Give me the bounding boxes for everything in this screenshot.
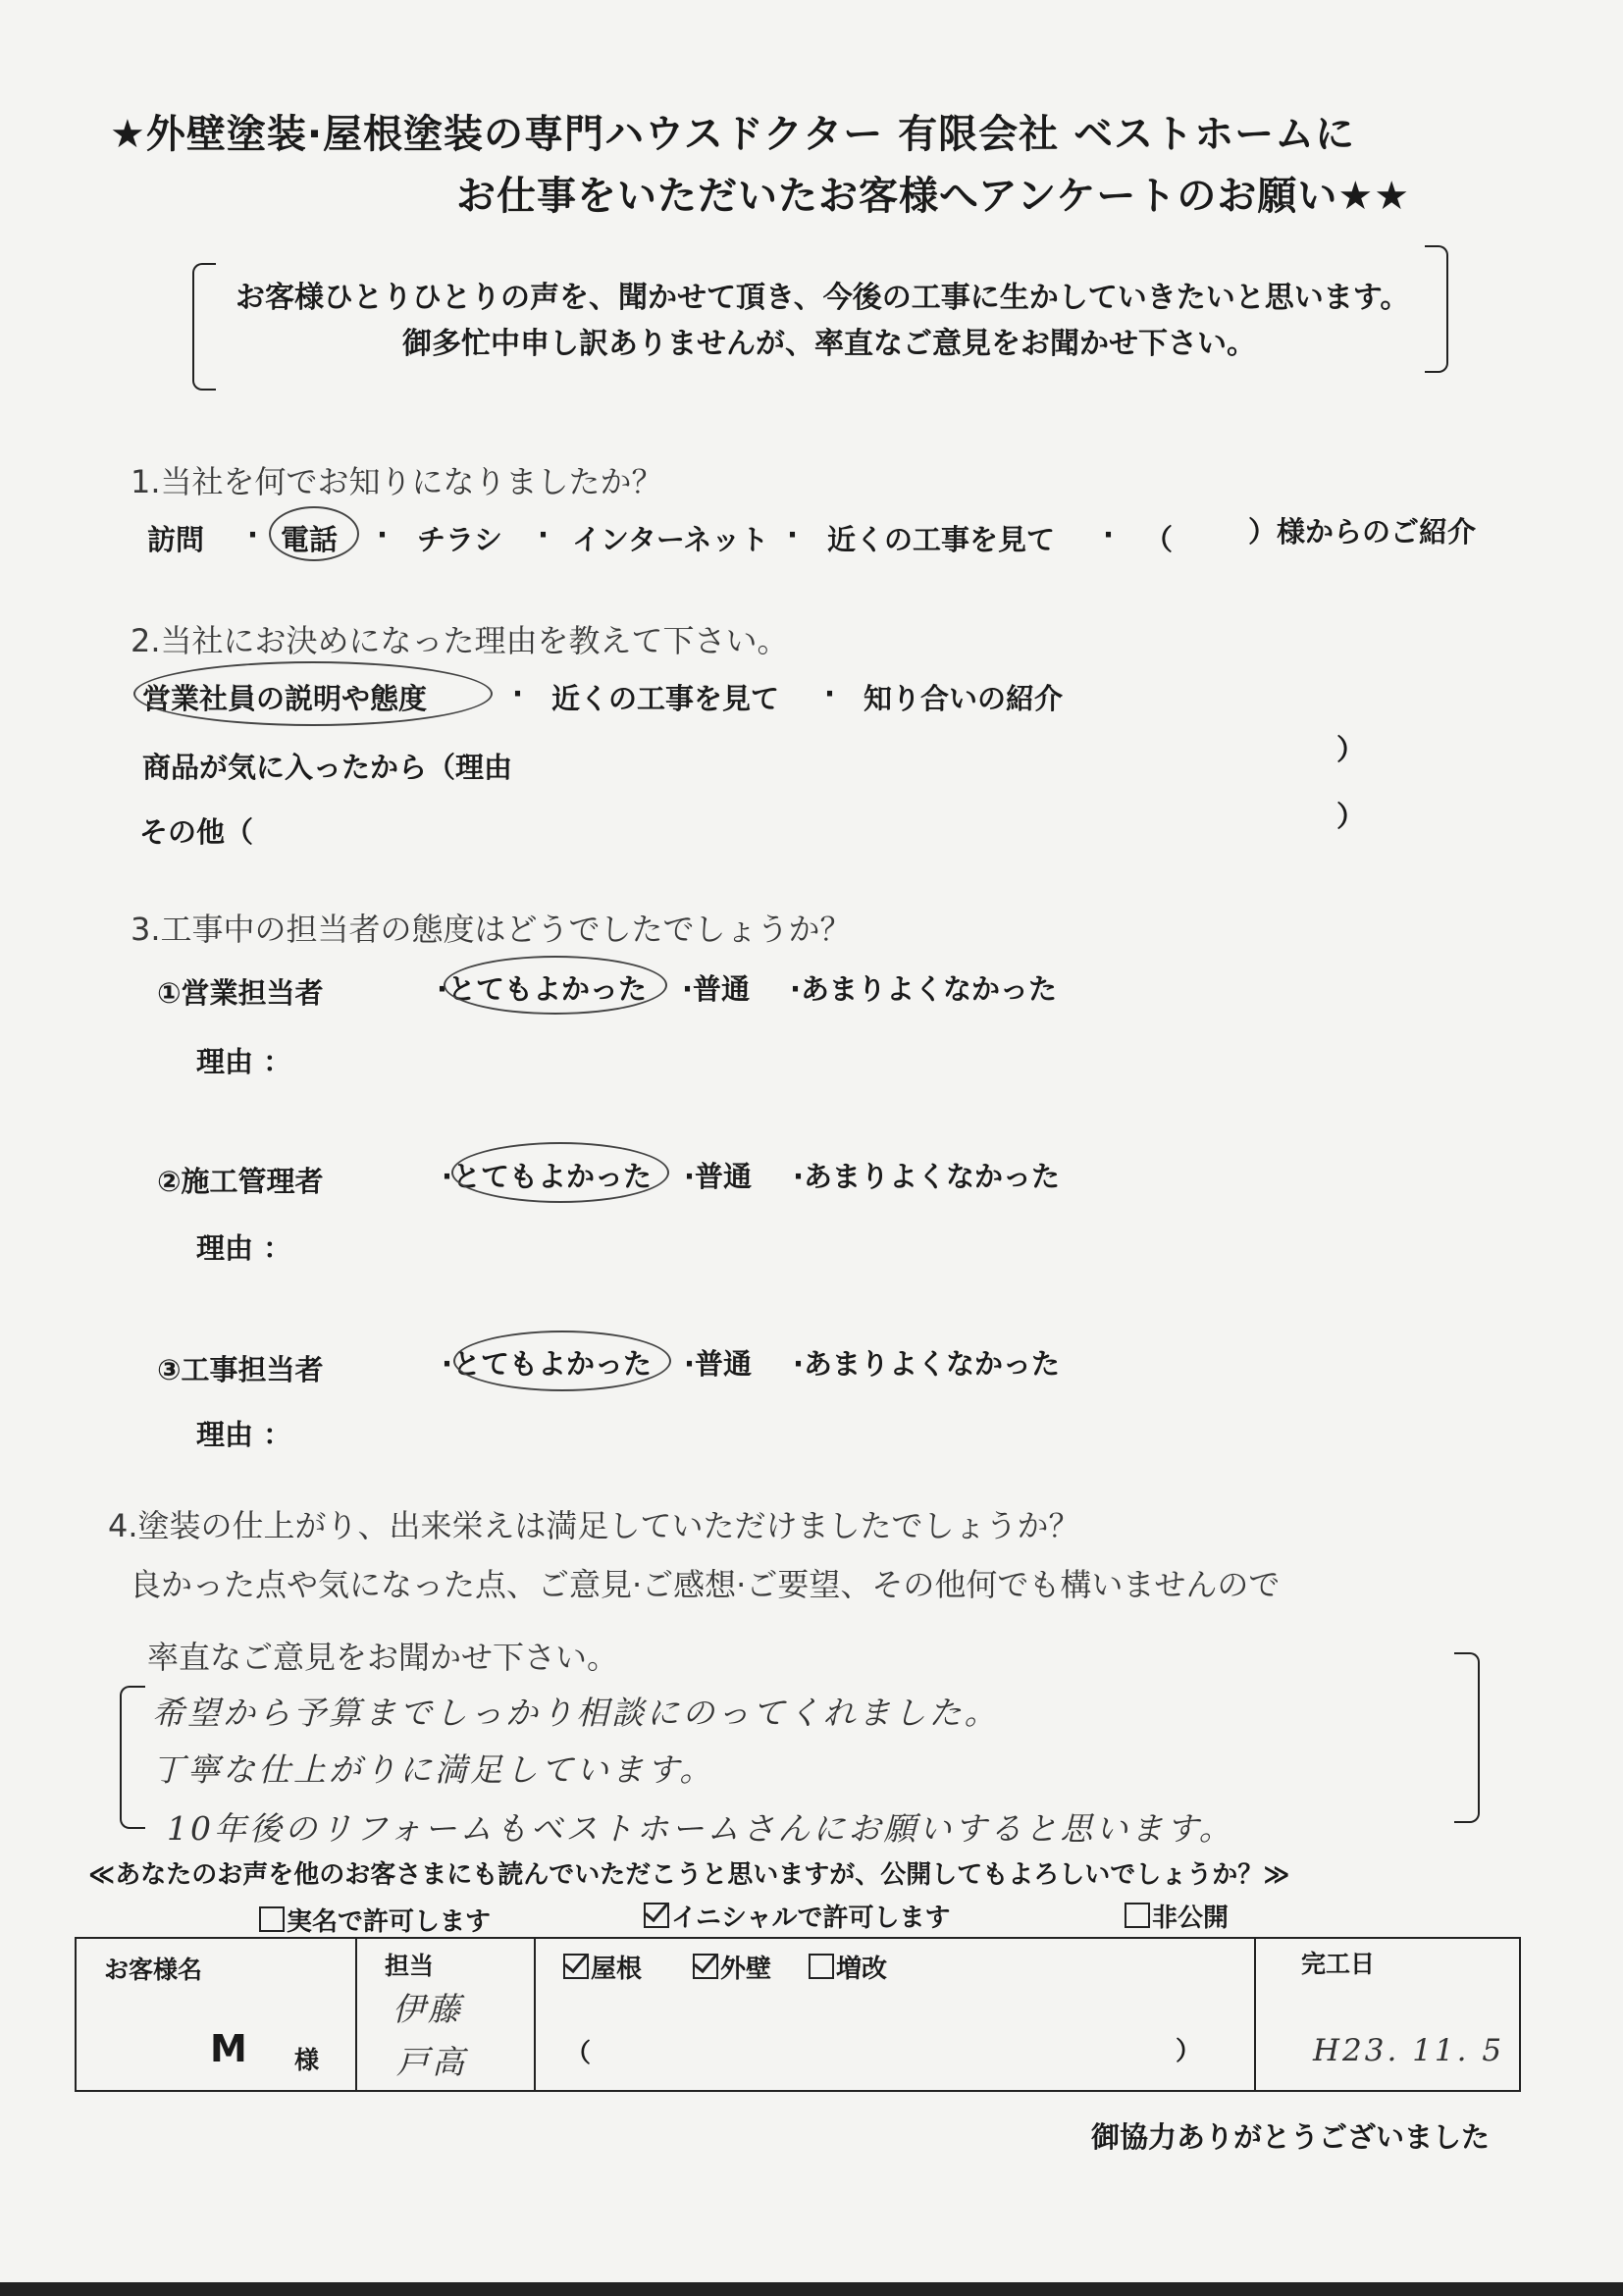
q3-supervisor-choice-good: ·とてもよかった [442,1160,653,1193]
q1-option-flyer: チラシ [417,523,503,556]
intro-line-2: 御多忙中申し訳ありませんが、率直なご意見をお聞かせ下さい。 [402,327,1256,361]
renovation-checkbox[interactable] [809,1954,834,1979]
q1-sep: · [377,518,389,551]
roof-checkbox[interactable] [563,1954,589,1979]
initial-checkbox[interactable] [644,1903,669,1928]
completion-label: 完工日 [1301,1950,1376,1978]
customer-info-table [75,1937,1521,2092]
staff-cell [356,1938,535,2091]
q2-other-close: ） [1336,800,1366,833]
q1-referral-open: （ [1144,523,1174,556]
q3-worker-reason-label: 理由 ： [196,1418,292,1451]
q4-answer-bracket-left [120,1686,145,1829]
work-paren-close: ） [1176,2037,1202,2066]
q3-question: 3.工事中の担当者の態度はどうでしたでしょうか？ [131,911,852,948]
q1-sep: · [1103,518,1115,551]
q2-question: 2.当社にお決めになった理由を教えて下さい。 [131,622,789,659]
q2-option-acquaintance: 知り合いの紹介 [864,682,1064,715]
q2-sep: · [512,677,524,710]
intro-bracket-left [192,263,216,391]
q1-sep: · [787,518,799,551]
real-name-checkbox[interactable] [259,1906,285,1932]
staff-name-2: 戸高 [396,2043,467,2081]
work-type-roof[interactable] [563,1949,642,1985]
q3-worker-choice-bad: ·あまりよくなかった [793,1347,1061,1381]
title-line-1: ★外壁塗装·屋根塗装の専門ハウスドクター 有限会社 ベストホームに [110,112,1356,157]
q3-person-sales: ①営業担当者 [157,976,324,1010]
work-type-cell [535,1938,1255,2091]
q2-other-label: その他（ [139,815,254,849]
q1-question: 1.当社を何でお知りになりましたか？ [131,463,663,500]
q3-worker-choice-normal: ·普通 [684,1347,753,1381]
closing-thanks: 御協力ありがとうございました [1091,2120,1491,2154]
q1-sep: · [247,518,259,551]
completion-cell [1255,1938,1520,2091]
q4-sub-1: 良かった点や気になった点、ご意見·ご感想·ご要望、その他何でも構いませんので [130,1566,1281,1603]
customer-name: M [210,2027,247,2070]
q3-sales-choice-good: ·とてもよかった [437,972,648,1006]
q1-option-visit: 訪問 [147,523,205,556]
q3-person-worker: ③工事担当者 [157,1353,324,1386]
q3-person-supervisor: ②施工管理者 [157,1165,324,1198]
q4-answer-bracket-right [1454,1652,1480,1823]
customer-cell [76,1938,356,2091]
q3-sales-choice-bad: ·あまりよくなかった [790,972,1058,1006]
q3-sales-selected-circle [444,956,667,1015]
initial-label: イニシャルで許可します [671,1904,951,1933]
q4-answer-line-3: 10年後のリフォームもベストホームさんにお願いすると思います。 [167,1809,1234,1848]
q2-option-nearby: 近くの工事を見て [551,682,780,715]
q3-sales-choice-normal: ·普通 [682,972,751,1006]
q3-sales-reason-label: 理由 ： [196,1045,292,1078]
q3-supervisor-reason-label: 理由 ： [196,1231,292,1265]
intro-bracket-right [1425,245,1448,373]
q1-option-internet: インターネット [572,523,769,556]
q1-option-referral: ）様からのご紹介 [1248,515,1477,548]
real-name-label: 実名で許可します [287,1907,492,1937]
customer-label: お客様名 [104,1956,203,1984]
staff-label: 担当 [385,1952,435,1980]
private-label: 非公開 [1152,1904,1230,1933]
publish-question: ≪あなたのお声を他のお客さまにも読んでいただこうと思いますが、公開してもよろしいでしょうか？≫ [88,1860,1290,1890]
wall-checkbox[interactable] [693,1954,718,1979]
intro-line-1: お客様ひとりひとりの声を、聞かせて頂き、今後の工事に生かしていきたいと思います。 [236,281,1410,315]
q3-supervisor-choice-bad: ·あまりよくなかった [793,1160,1061,1193]
customer-honorific: 様 [294,2046,320,2074]
work-type-wall[interactable] [693,1949,771,1985]
publish-option-private[interactable] [1125,1898,1229,1934]
q3-worker-selected-circle [453,1331,671,1391]
q3-worker-choice-good: ·とてもよかった [442,1347,653,1381]
q1-sep: · [538,518,550,551]
work-type-renovation[interactable] [809,1949,887,1985]
q2-product-label: 商品が気に入ったから（理由 [142,751,513,784]
completion-date: H23. 11. 5 [1313,2033,1505,2068]
publish-option-real-name[interactable] [259,1902,491,1938]
staff-name-1: 伊藤 [393,1990,463,2028]
q4-answer-line-1: 希望から予算までしっかり相談にのってくれました。 [152,1694,1000,1732]
private-checkbox[interactable] [1125,1903,1150,1928]
q4-question: 4.塗装の仕上がり、出来栄えは満足していただけましたでしょうか？ [108,1507,1080,1544]
renovation-label: 増改 [836,1955,888,1984]
q2-selected-circle [133,661,493,726]
q4-answer-line-2: 丁寧な仕上がりに満足しています。 [152,1750,715,1789]
q2-option-sales-explanation: 営業社員の説明や態度 [142,682,428,715]
q3-supervisor-selected-circle [451,1142,669,1203]
q2-sep: · [824,677,836,710]
title-line-2: お仕事をいただいたお客様へアンケートのお願い★★ [456,174,1411,219]
q1-selected-circle [269,506,359,561]
q1-option-nearby: 近くの工事を見て [827,523,1056,556]
scan-edge [0,2282,1623,2296]
work-paren-open: （ [565,2039,592,2068]
q1-option-phone: 電話 [281,523,339,556]
q4-sub-2: 率直なご意見をお聞かせ下さい。 [147,1639,619,1676]
q2-product-close: ） [1336,733,1366,766]
wall-label: 外壁 [720,1955,772,1984]
q3-supervisor-choice-normal: ·普通 [684,1160,753,1193]
publish-option-initial[interactable] [644,1898,950,1934]
roof-label: 屋根 [591,1955,643,1984]
